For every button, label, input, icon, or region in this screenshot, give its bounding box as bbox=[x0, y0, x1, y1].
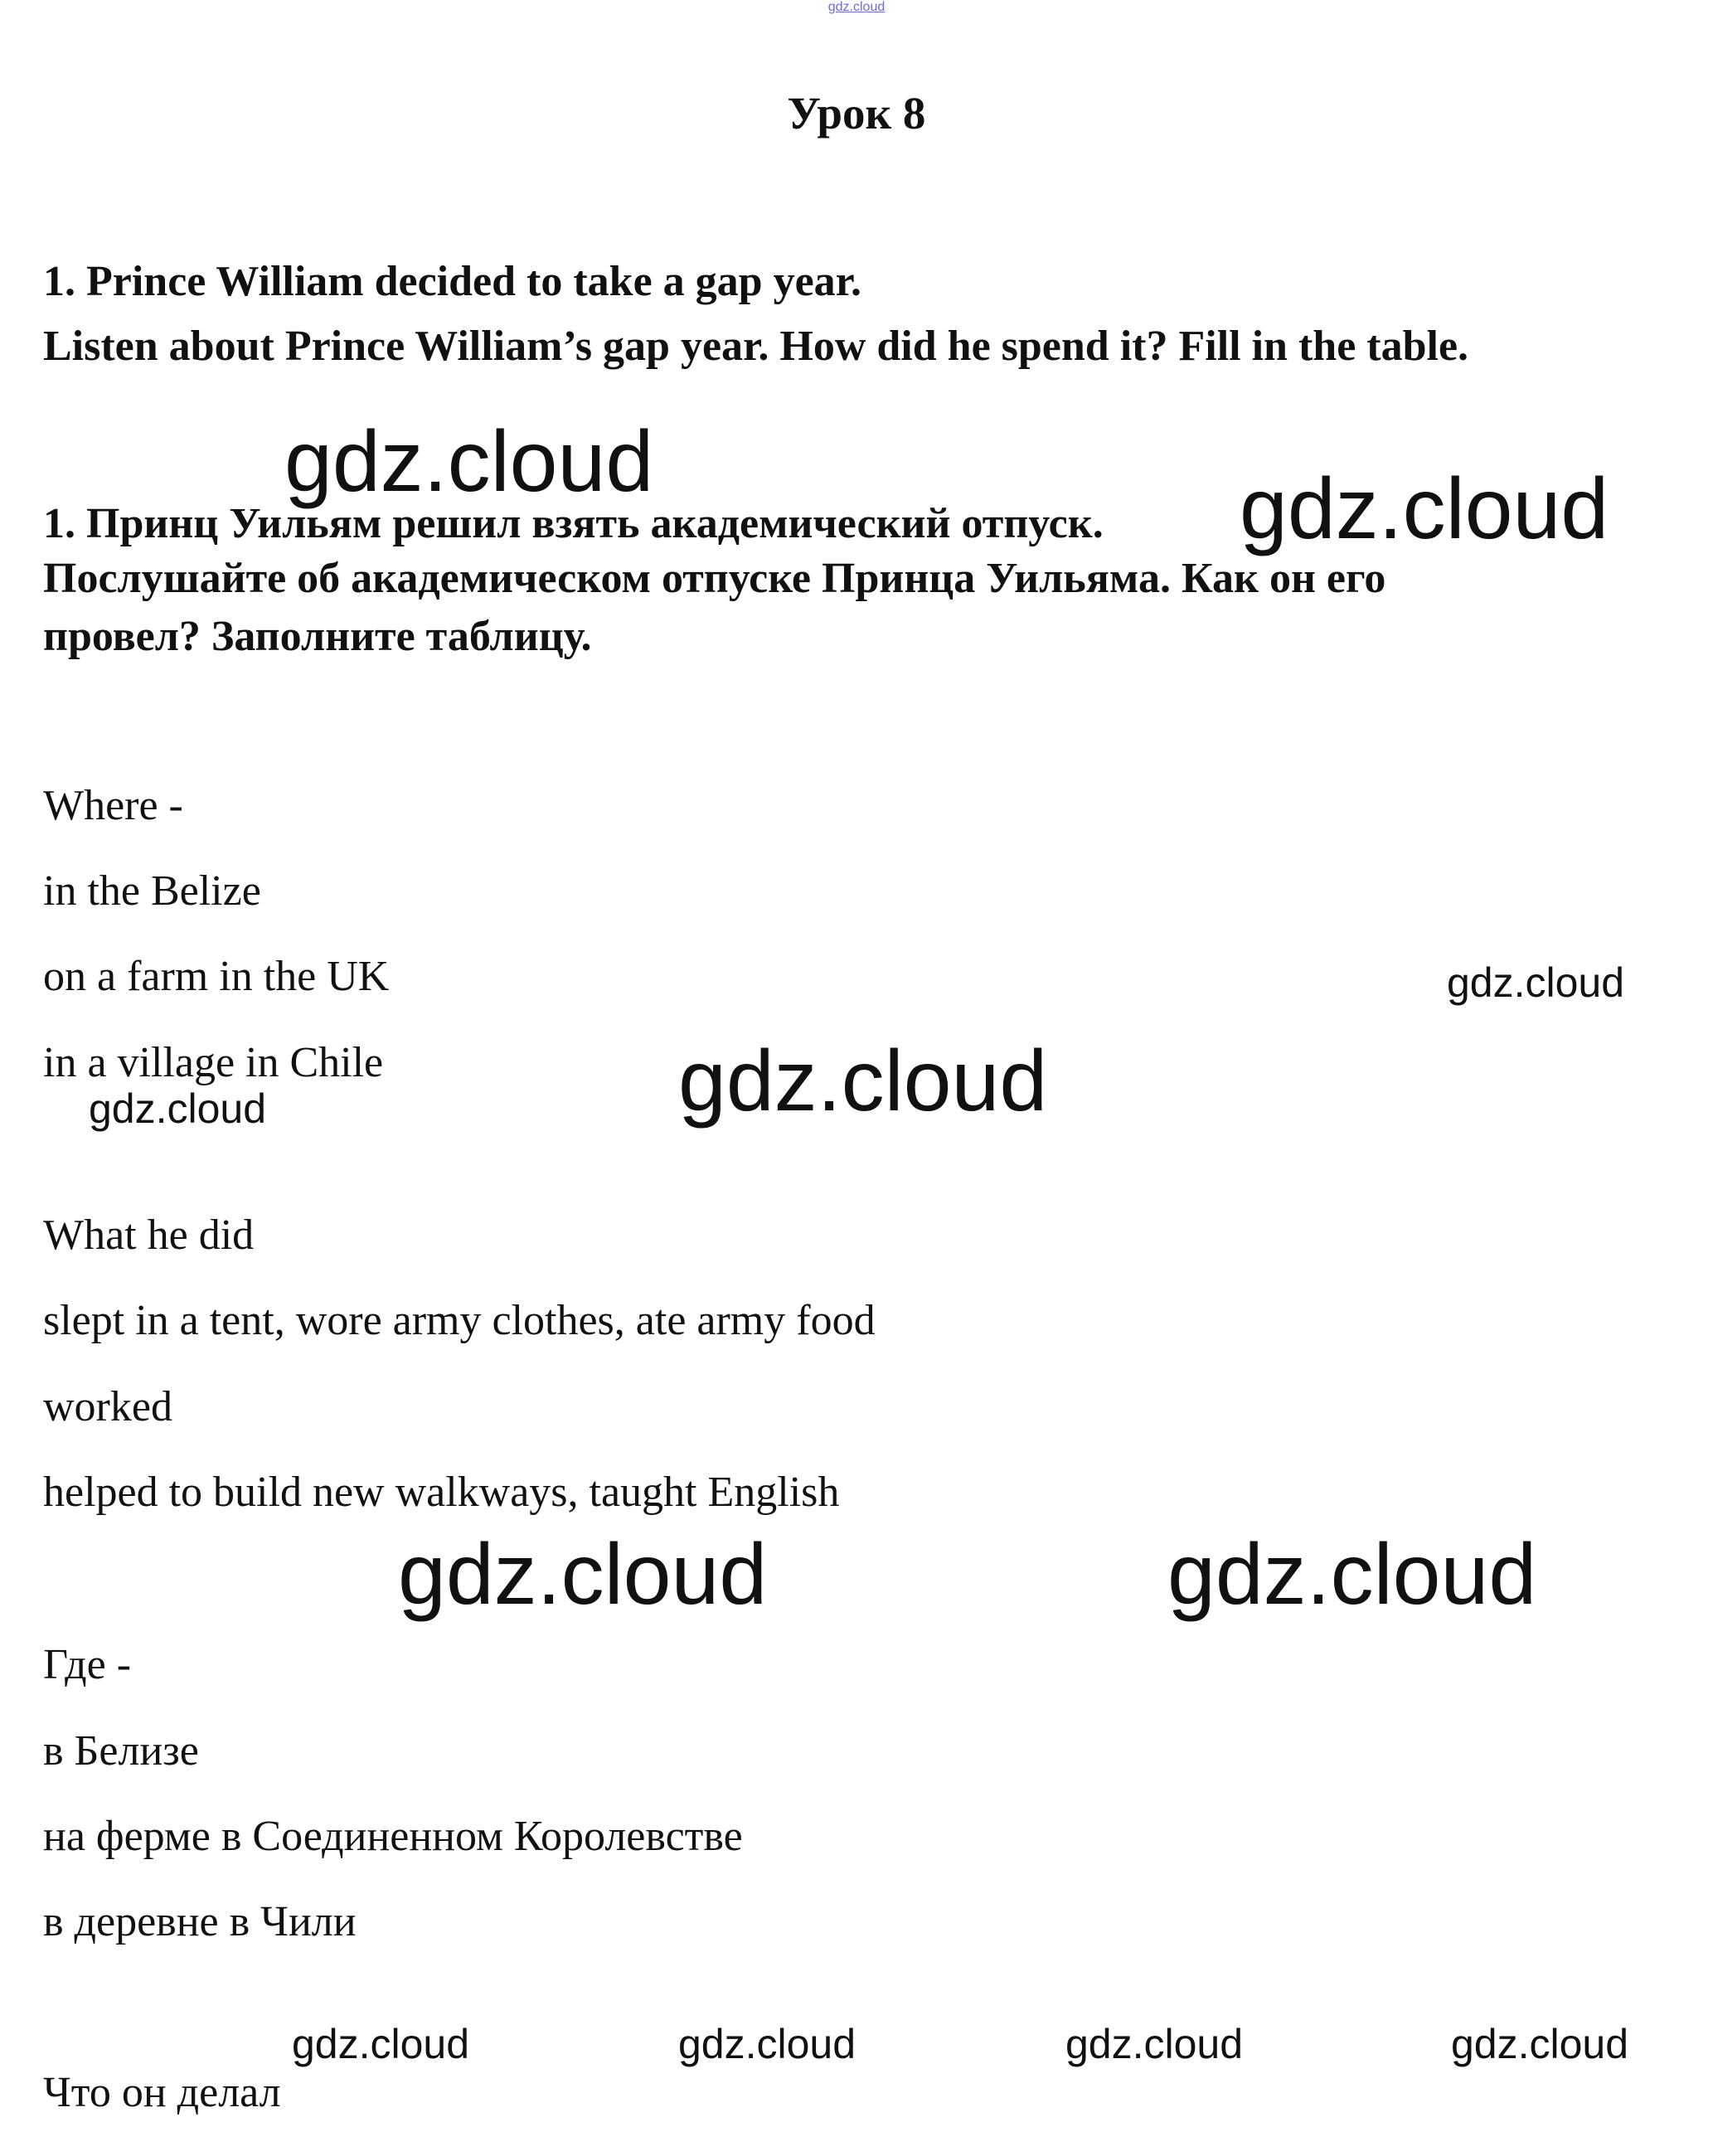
where-item-ru: на ферме в Соединенном Королевстве bbox=[43, 1813, 743, 1860]
watermark-text: gdz.cloud bbox=[1167, 1527, 1537, 1623]
watermark-text: gdz.cloud bbox=[678, 1033, 1048, 1129]
watermark-text: gdz.cloud bbox=[398, 1527, 768, 1623]
watermark-text: gdz.cloud bbox=[1240, 461, 1609, 557]
what-item-en: worked bbox=[43, 1383, 172, 1430]
watermark-text: gdz.cloud bbox=[1447, 959, 1625, 1006]
task-en-heading: 1. Prince William decided to take a gap year. bbox=[43, 258, 861, 305]
where-item-en: on a farm in the UK bbox=[43, 953, 390, 1000]
watermark-text: gdz.cloud bbox=[1065, 2021, 1244, 2067]
what-item-en: helped to build new walkways, taught English bbox=[43, 1469, 840, 1516]
what-label-en: What he did bbox=[43, 1212, 255, 1259]
where-item-en: in the Belize bbox=[43, 867, 261, 915]
what-item-en: slept in a tent, wore army clothes, ate army food bbox=[43, 1297, 876, 1344]
watermark-text: gdz.cloud bbox=[292, 2021, 470, 2067]
lesson-title: Урок 8 bbox=[787, 88, 926, 138]
watermark-text: gdz.cloud bbox=[1451, 2021, 1629, 2067]
task-ru-instruction-line1: Послушайте об академическом отпуске Принца Уильяма. Как он его bbox=[43, 555, 1386, 602]
where-label-en: Where - bbox=[43, 782, 183, 829]
what-label-ru: Что он делал bbox=[43, 2069, 281, 2116]
where-item-ru: в Белизе bbox=[43, 1727, 199, 1775]
watermark-text: gdz.cloud bbox=[678, 2021, 856, 2067]
where-label-ru: Где - bbox=[43, 1641, 132, 1688]
task-ru-instruction-line2: провел? Заполните таблицу. bbox=[43, 613, 592, 660]
watermark-text: gdz.cloud bbox=[89, 1085, 267, 1132]
where-item-ru: в деревне в Чили bbox=[43, 1898, 357, 1945]
top-watermark-link[interactable]: gdz.cloud bbox=[827, 0, 886, 14]
task-en-instruction: Listen about Prince William’s gap year. How did he spend it? Fill in the table. bbox=[43, 323, 1469, 370]
watermark-text: gdz.cloud bbox=[284, 414, 654, 510]
where-item-en: in a village in Chile bbox=[43, 1039, 384, 1086]
task-ru-heading: 1. Принц Уильям решил взять академический отпуск. bbox=[43, 500, 1104, 547]
